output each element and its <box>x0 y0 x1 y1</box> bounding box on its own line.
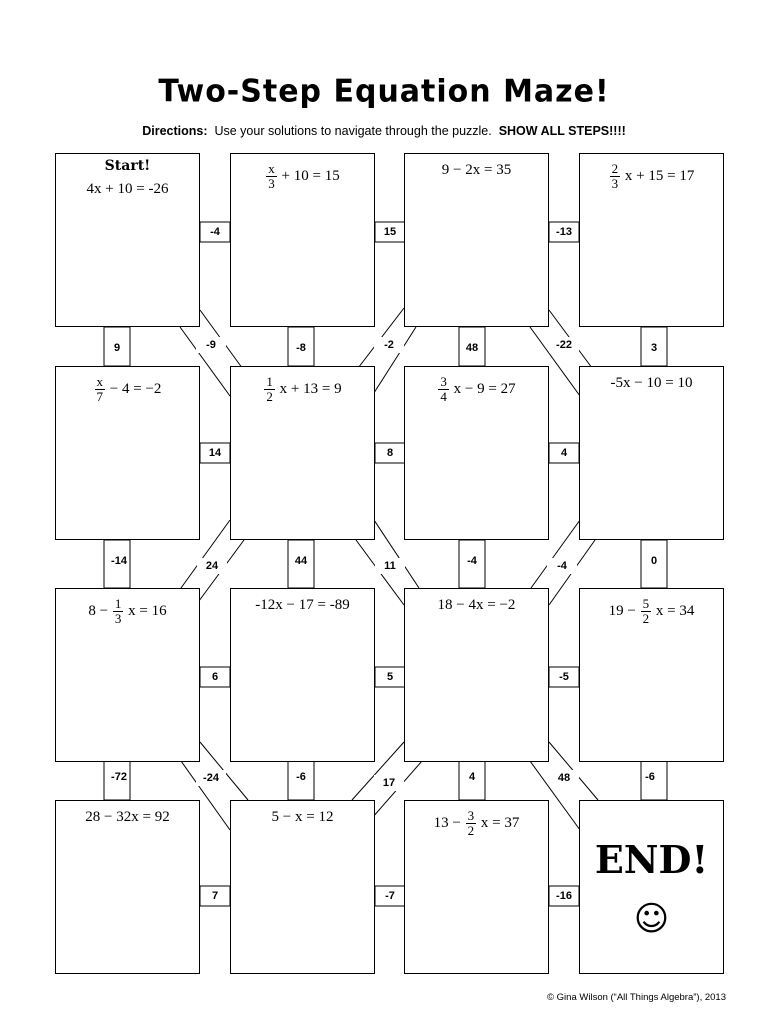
equation: 19 − $\frac{5}{2}$ x = 34 <box>608 596 695 626</box>
maze-cell-r1c2[interactable] <box>230 153 375 327</box>
maze-cell-r3c1[interactable] <box>55 588 200 762</box>
maze-cell-r1c4[interactable] <box>579 153 724 327</box>
connector-label: -6 <box>296 771 306 783</box>
equation: -5x − 10 = 10 <box>610 375 693 391</box>
equation: 13 − $\frac{3}{2}$ x = 37 <box>433 808 520 838</box>
equation: $\frac{x}{3}$ + 10 = 15 <box>268 161 340 191</box>
equation: 18 − 4x = −2 <box>437 597 516 613</box>
equation: 28 − 32x = 92 <box>85 809 170 825</box>
maze-cell-r3c2[interactable] <box>230 588 375 762</box>
connector-label: 48 <box>549 770 579 786</box>
connector-label: -4 <box>547 558 577 574</box>
connector-label: 48 <box>465 342 479 354</box>
equation: $\frac{1}{2}$ x + 13 = 9 <box>266 374 342 404</box>
equation: 4x + 10 = -26 <box>86 181 169 197</box>
equation: $\frac{3}{4}$ x − 9 = 27 <box>440 374 516 404</box>
connector-label: 11 <box>375 558 405 574</box>
connector-label: -7 <box>385 890 395 902</box>
connector-label: -16 <box>556 890 572 902</box>
copyright: © Gina Wilson (“All Things Algebra”), 2013 <box>547 992 726 1003</box>
directions-text: Use your solutions to navigate through the puzzle. <box>214 124 492 138</box>
connector-label: 7 <box>211 890 219 902</box>
maze-cell-r4c1[interactable] <box>55 800 200 974</box>
connector-label: -72 <box>111 771 127 783</box>
connector-label: -4 <box>210 226 220 238</box>
connector-label: -14 <box>111 555 127 567</box>
smiley-icon: ☺ <box>633 899 670 939</box>
directions-label: Directions: <box>142 124 208 138</box>
connector-label: -2 <box>374 337 404 353</box>
maze-cell-r4c2[interactable] <box>230 800 375 974</box>
connector-label: 5 <box>386 671 394 683</box>
connector-label: -4 <box>467 555 477 567</box>
connector-label: -8 <box>296 342 306 354</box>
end-label: END! <box>594 837 709 882</box>
connector-label: -22 <box>549 337 579 353</box>
connector-label: 8 <box>386 447 394 459</box>
equation: 9 − 2x = 35 <box>441 162 512 178</box>
connector-label: -24 <box>196 770 226 786</box>
maze-cell-r3c3[interactable] <box>404 588 549 762</box>
directions-emphasis: SHOW ALL STEPS!!!! <box>498 124 626 138</box>
connector-label: -9 <box>196 337 226 353</box>
connector-label: 15 <box>383 226 397 238</box>
connector-label: 4 <box>468 771 476 783</box>
connector-label: 44 <box>294 555 308 567</box>
connector-label: 4 <box>560 447 568 459</box>
maze-cell-start[interactable] <box>55 153 200 327</box>
connector-label: 0 <box>650 555 658 567</box>
connector-label: -6 <box>645 771 655 783</box>
connector-label: 6 <box>211 671 219 683</box>
equation: $\frac{2}{3}$ x + 15 = 17 <box>611 161 695 191</box>
maze-cell-r2c1[interactable] <box>55 366 200 540</box>
equation: 5 − x = 12 <box>271 809 334 825</box>
maze-cell-r1c3[interactable] <box>404 153 549 327</box>
start-label: Start! <box>104 158 151 174</box>
equation: -12x − 17 = -89 <box>255 597 350 613</box>
connector-label: 24 <box>197 558 227 574</box>
maze-cell-r2c2[interactable] <box>230 366 375 540</box>
connector-label: 17 <box>374 775 404 791</box>
connector-label: 9 <box>113 342 121 354</box>
maze-cell-r2c4[interactable] <box>579 366 724 540</box>
connector-label: 3 <box>650 342 658 354</box>
maze-cell-end[interactable] <box>579 800 724 974</box>
equation: 8 − $\frac{1}{3}$ x = 16 <box>88 596 167 626</box>
page-title: Two-Step Equation Maze! <box>158 73 610 110</box>
equation: $\frac{x}{7}$ − 4 = −2 <box>96 374 162 404</box>
connector-label: -5 <box>559 671 569 683</box>
connector-label: 14 <box>208 447 222 459</box>
connector-label: -13 <box>556 226 572 238</box>
maze-cell-r2c3[interactable] <box>404 366 549 540</box>
maze-cell-r4c3[interactable] <box>404 800 549 974</box>
maze-cell-r3c4[interactable] <box>579 588 724 762</box>
